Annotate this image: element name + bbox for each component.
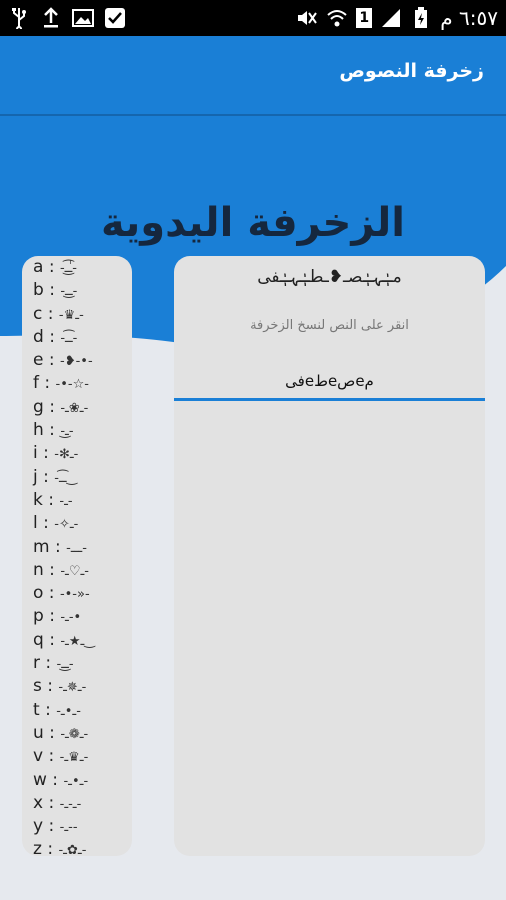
sim-icon bbox=[356, 8, 372, 28]
alphabet-decoration: -ـ✿ـ- bbox=[58, 843, 87, 856]
clock: ٦:٥٧ م bbox=[440, 6, 498, 30]
signal-icon bbox=[380, 7, 402, 29]
alphabet-decoration: -ـ-ـ- bbox=[59, 796, 82, 812]
alphabet-letter: o : bbox=[33, 583, 55, 604]
mute-icon bbox=[296, 7, 318, 29]
alphabet-decoration: -✧ـ- bbox=[54, 517, 79, 533]
alphabet-decoration: -ـ✵ـ- bbox=[58, 680, 87, 696]
alphabet-row[interactable] bbox=[22, 722, 132, 745]
alphabet-letter: k : bbox=[33, 489, 54, 510]
alphabet-row[interactable] bbox=[22, 536, 132, 559]
alphabet-row[interactable] bbox=[22, 792, 132, 815]
alphabet-row[interactable] bbox=[22, 769, 132, 792]
checkbox-icon bbox=[104, 7, 126, 29]
alphabet-row[interactable] bbox=[22, 699, 132, 722]
alphabet-letter: p : bbox=[33, 606, 55, 627]
alphabet-decoration: -•-☆- bbox=[55, 377, 89, 393]
sim-badge: 1 bbox=[359, 10, 370, 26]
alphabet-letter: e : bbox=[33, 350, 55, 371]
alphabet-letter: a : bbox=[33, 257, 55, 277]
alphabet-letter: s : bbox=[33, 676, 53, 697]
alphabet-row[interactable] bbox=[22, 419, 132, 442]
alphabet-row[interactable] bbox=[22, 256, 132, 279]
input-underline bbox=[174, 398, 485, 401]
image-icon bbox=[72, 7, 94, 29]
alphabet-row[interactable] bbox=[22, 675, 132, 698]
alphabet-decoration: -ـ͜- bbox=[60, 424, 74, 440]
page-headline: الزخرفة اليدوية bbox=[100, 200, 405, 246]
alphabet-decoration: -ـ-- bbox=[59, 820, 78, 836]
text-input[interactable]: مeصeطeفى bbox=[285, 372, 374, 390]
alphabet-row[interactable] bbox=[22, 489, 132, 512]
alphabet-decoration: -ـ- bbox=[59, 493, 73, 509]
alphabet-letter: l : bbox=[33, 513, 49, 534]
alphabet-decoration: -ـ͜ـ- bbox=[56, 657, 74, 673]
copy-hint: انقر على النص لنسخ الزخرفة bbox=[250, 318, 409, 333]
alphabet-letter: d : bbox=[33, 326, 55, 347]
alphabet-letter: m : bbox=[33, 536, 61, 557]
alphabet-row[interactable] bbox=[22, 605, 132, 628]
alphabet-row[interactable] bbox=[22, 349, 132, 372]
alphabet-decoration: -ـ͡ـ- bbox=[60, 330, 78, 346]
alphabet-row[interactable] bbox=[22, 629, 132, 652]
alphabet-letter: q : bbox=[33, 629, 55, 650]
alphabet-letter: j : bbox=[33, 466, 49, 487]
status-bar bbox=[0, 0, 506, 36]
alphabet-row[interactable] bbox=[22, 442, 132, 465]
battery-icon bbox=[410, 7, 432, 29]
alphabet-letter: z : bbox=[33, 839, 54, 856]
alphabet-decoration: -•-»- bbox=[59, 587, 90, 603]
alphabet-decoration: -ـ-• bbox=[60, 610, 82, 626]
alphabet-decoration: -❥-•- bbox=[60, 354, 93, 370]
alphabet-row[interactable] bbox=[22, 652, 132, 675]
decoration-panel bbox=[174, 256, 485, 856]
alphabet-letter: r : bbox=[33, 653, 52, 674]
alphabet-row[interactable] bbox=[22, 745, 132, 768]
alphabet-decoration: -ـ♛ـ- bbox=[59, 750, 89, 766]
alphabet-decoration: -ـ•ـ- bbox=[56, 703, 81, 719]
alphabet-panel[interactable] bbox=[22, 256, 132, 856]
alphabet-letter: g : bbox=[33, 396, 55, 417]
alphabet-decoration: -ـ͜ـ- bbox=[60, 284, 78, 300]
alphabet-letter: n : bbox=[33, 559, 55, 580]
alphabet-letter: u : bbox=[33, 722, 55, 743]
alphabet-letter: f : bbox=[33, 373, 51, 394]
decorated-preview-text[interactable]: مـٰٖہـٰٖصـ❥ـطـٰٖہـٰٖفى bbox=[257, 267, 402, 287]
alphabet-decoration: -♛ـ- bbox=[58, 307, 84, 323]
wifi-icon bbox=[326, 7, 348, 29]
alphabet-letter: y : bbox=[33, 816, 55, 837]
alphabet-row[interactable] bbox=[22, 512, 132, 535]
alphabet-letter: i : bbox=[33, 443, 49, 464]
upload-icon bbox=[40, 7, 62, 29]
alphabet-row[interactable] bbox=[22, 396, 132, 419]
alphabet-row[interactable] bbox=[22, 559, 132, 582]
alphabet-decoration: -ـ★ـ‿ bbox=[60, 633, 95, 649]
alphabet-row[interactable] bbox=[22, 326, 132, 349]
alphabet-row[interactable] bbox=[22, 372, 132, 395]
app-title: زخرفة النصوص bbox=[339, 60, 484, 82]
alphabet-letter: b : bbox=[33, 280, 55, 301]
alphabet-letter: h : bbox=[33, 420, 55, 441]
alphabet-row[interactable] bbox=[22, 466, 132, 489]
alphabet-decoration: -ـ❁ـ- bbox=[60, 726, 89, 742]
alphabet-decoration: -ـٰ͜͡ـ- bbox=[59, 261, 77, 276]
alphabet-row[interactable] bbox=[22, 838, 132, 856]
alphabet-letter: v : bbox=[33, 746, 55, 767]
alphabet-decoration: -ـــ- bbox=[66, 540, 87, 556]
alphabet-decoration: -✻ـ- bbox=[54, 447, 79, 463]
alphabet-row[interactable] bbox=[22, 279, 132, 302]
alphabet-letter: x : bbox=[33, 792, 55, 813]
alphabet-row[interactable] bbox=[22, 303, 132, 326]
app-bar bbox=[0, 36, 506, 116]
alphabet-letter: c : bbox=[33, 303, 54, 324]
alphabet-letter: w : bbox=[33, 769, 59, 790]
alphabet-decoration: -ـ❀ـ- bbox=[60, 400, 89, 416]
alphabet-decoration: -ـ͡ـ‿ bbox=[54, 470, 78, 486]
alphabet-decoration: -ـ•ـ- bbox=[63, 773, 89, 789]
usb-icon bbox=[8, 7, 30, 29]
alphabet-letter: t : bbox=[33, 699, 51, 720]
alphabet-row[interactable] bbox=[22, 815, 132, 838]
alphabet-row[interactable] bbox=[22, 582, 132, 605]
alphabet-decoration: -ـ♡ـ- bbox=[60, 563, 89, 579]
